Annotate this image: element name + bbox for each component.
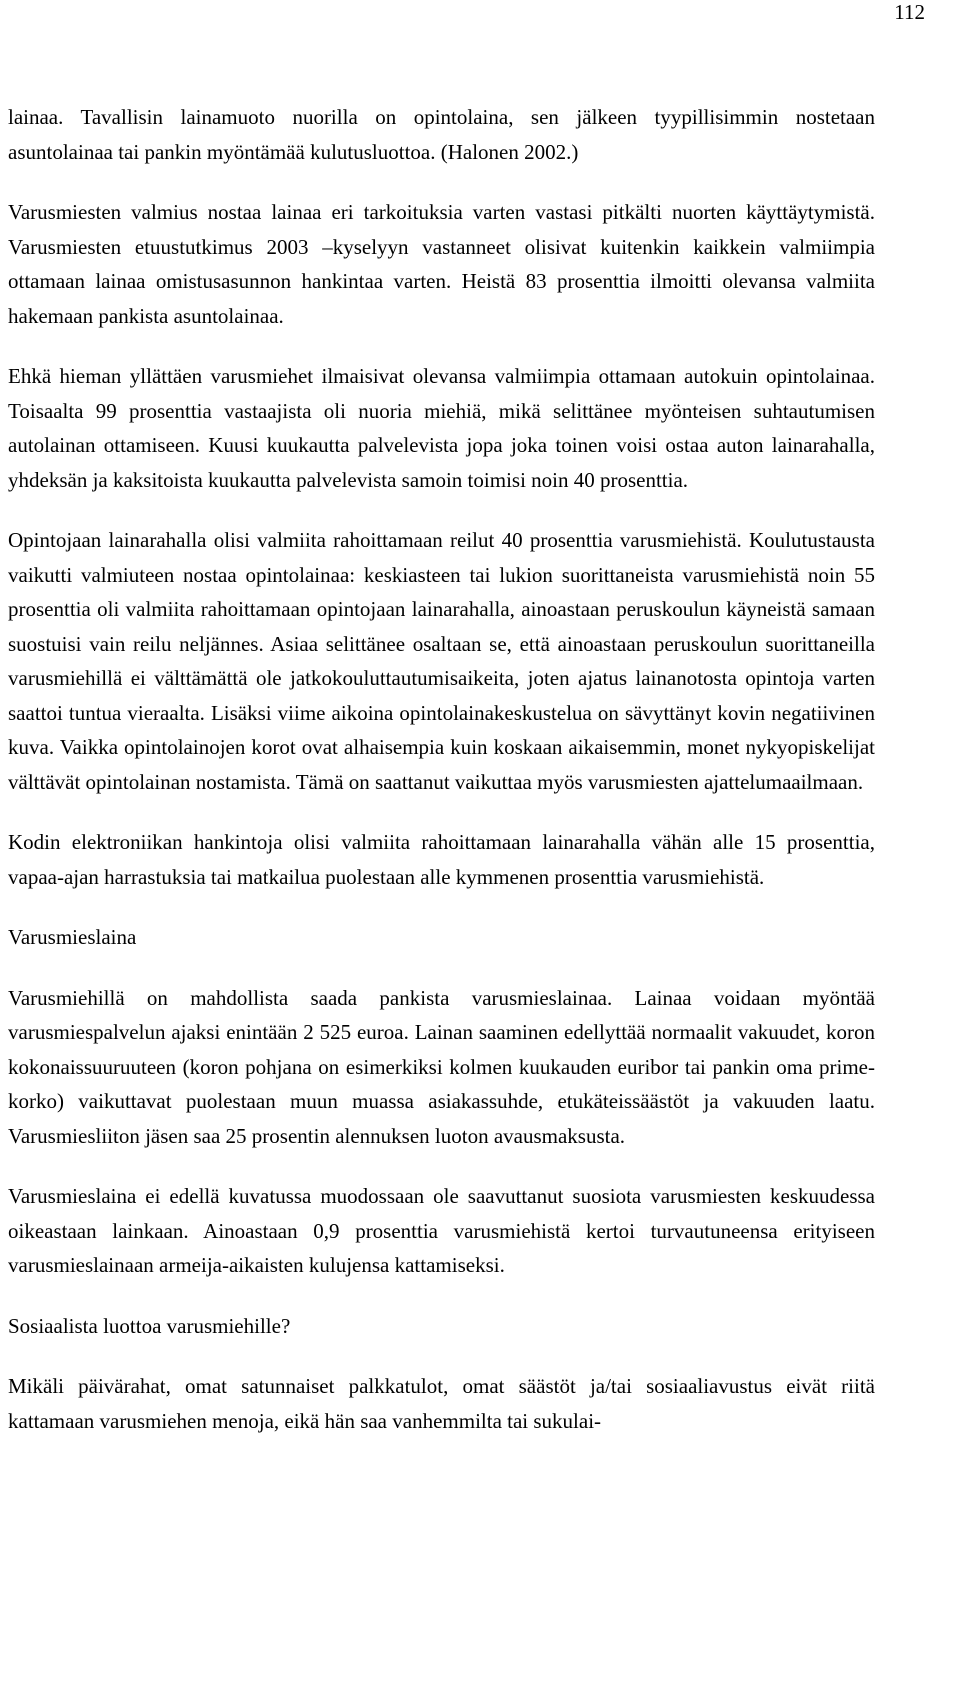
paragraph-intro-continuation: lainaa. Tavallisin lainamuoto nuorilla on opintolaina, sen jälkeen tyypillisimmin nostetaan asuntolainaa tai pankin myöntämää kulutusluottoa. (Halonen 2002.): [8, 105, 875, 164]
paragraph-study-loan: Opintojaan lainarahalla olisi valmiita rahoittamaan reilut 40 prosenttia varusmiehistä. Koulutustausta vaikutti valmiuteen nostaa opintolainaa: keskiasteen tai lukion suorittaneista varusmiehistä noin 55 prosenttia oli valmiita rahoittamaan opintojaan lainarahalla, ainoastaan peruskoulun käyneistä samaan suostuisi vain reilu neljännes. Asiaa selittänee osaltaan se, että ainoastaan peruskoulun suorittaneilla varusmiehillä ei välttämättä ole jatkokouluttautumisaikeita, joten ajatus lainanotosta opintoja varten saattoi tuntua vieraalta. Lisäksi viime aikoina opintolainakeskustelua on sävyttänyt kovin negatiivinen kuva. Vaikka opintolainojen korot ovat alhaisempia kuin koskaan aikaisemmin, monet nykyopiskelijat välttävät opintolainan nostamista. Tämä on saattanut vaikuttaa myös varusmiesten ajattelumaailmaan.: [8, 528, 875, 794]
section-heading-social-credit: Sosiaalista luottoa varusmiehille?: [8, 1313, 291, 1338]
section-heading-varusmieslaina: Varusmieslaina: [8, 925, 137, 949]
paragraph-electronics: Kodin elektroniikan hankintoja olisi valmiita rahoittamaan lainarahalla vähän alle 15 prosenttia, vapaa-ajan harrastuksia tai matkailua puolestaan alle kymmenen prosenttia varusmiehistä.: [8, 830, 875, 889]
paragraph-social-credit: Mikäli päivärahat, omat satunnaiset palkkatulot, omat säästöt ja/tai sosiaaliavustus eivät riitä kattamaan varusmiehen menoja, eikä hän saa vanhemmilta tai sukulai-: [8, 1374, 875, 1433]
paragraph-conscript-loan-popularity: Varusmieslaina ei edellä kuvatussa muodossaan ole saavuttanut suosiota varusmiesten keskuudessa oikeastaan lainkaan. Ainoastaan 0,9 prosenttia varusmiehistä kertoi turvautuneensa erityiseen varusmieslainaan armeija-aikaisten kulujensa kattamiseksi.: [8, 1184, 875, 1277]
document-body: [8, 100, 875, 1464]
page-number: 112: [894, 0, 925, 24]
paragraph-loan-readiness: Varusmiesten valmius nostaa lainaa eri tarkoituksia varten vastasi pitkälti nuorten käyttäytymistä. Varusmiesten etuustutkimus 2003 –kyselyyn vastanneet olisivat kuitenkin kaikkein valmiimpia ottamaan lainaa omistusasunnon hankintaa varten. Heistä 83 prosenttia ilmoitti olevansa valmiita hakemaan pankista asuntolainaa.: [8, 200, 875, 328]
paragraph-conscript-loan: Varusmiehillä on mahdollista saada pankista varusmieslainaa. Lainaa voidaan myöntää varusmiespalvelun ajaksi enintään 2 525 euroa. Lainan saaminen edellyttää normaalit vakuudet, koron kokonaissuuruuteen (koron pohjana on esimerkiksi kolmen kuukauden euribor tai pankin oma prime-korko) vaikuttavat puolestaan muun muassa asiakassuhde, etukäteissäästöt ja vakuuden laatu. Varusmiesliiton jäsen saa 25 prosentin alennuksen luoton avausmaksusta.: [8, 985, 875, 1148]
paragraph-car-loan: Ehkä hieman yllättäen varusmiehet ilmaisivat olevansa valmiimpia ottamaan autokuin opintolainaa. Toisaalta 99 prosenttia vastaajista oli nuoria miehiä, mikä selittänee myönteisen suhtautumisen autolainan ottamiseen. Kuusi kuukautta palvelevista jopa joka toinen voisi ostaa auton lainarahalla, yhdeksän ja kaksitoista kuukautta palvelevista samoin toimisi noin 40 prosenttia.: [8, 364, 875, 492]
